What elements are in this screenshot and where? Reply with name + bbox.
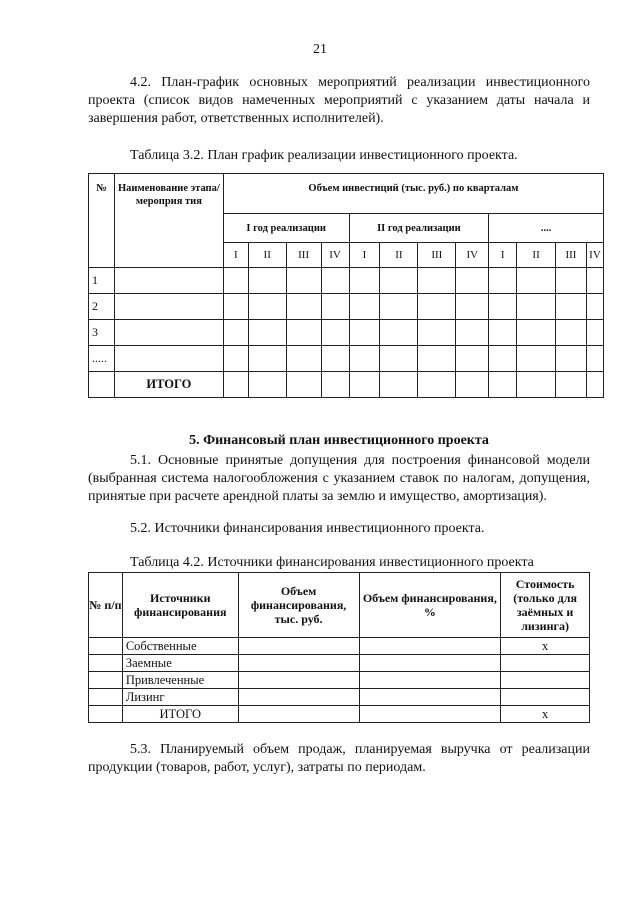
- row-number: 3: [89, 320, 115, 346]
- section-5-1-text: 5.1. Основные принятые допущения для построения финансовой модели (выбранная система налогообложения с указанием ставок по налогам, допущения, принятые при расчете арендной платы за землю и имущество, амортизация).: [88, 453, 590, 504]
- header-amount: Объем финансирования, тыс. руб.: [238, 573, 359, 638]
- total-row: [89, 372, 604, 398]
- header-stage-name: Наименование этапа/мероприя тия: [114, 174, 223, 268]
- table-row: [89, 346, 604, 372]
- quarter-cell: II: [380, 243, 418, 268]
- total-label: ИТОГО: [114, 372, 223, 398]
- header-num: №: [89, 174, 115, 268]
- cost-cell: [501, 689, 590, 706]
- source-name: Лизинг: [122, 689, 238, 706]
- table-row: [89, 320, 604, 346]
- total-label: ИТОГО: [122, 706, 238, 723]
- schedule-table: [88, 173, 604, 398]
- header-volume: Объем инвестиций (тыс. руб.) по кварталам: [223, 174, 603, 214]
- quarter-cell: I: [223, 243, 248, 268]
- cost-cell: [501, 672, 590, 689]
- header-year-2: II год реализации: [349, 214, 489, 243]
- row-number: .....: [89, 346, 115, 372]
- header-percent: Объем финансирования, %: [359, 573, 501, 638]
- row-number: 2: [89, 294, 115, 320]
- total-row: [89, 706, 590, 723]
- quarter-cell: III: [286, 243, 321, 268]
- source-name: Собственные: [122, 638, 238, 655]
- section-5-title: 5. Финансовый план инвестиционного проекта: [189, 433, 489, 448]
- financing-table: [88, 572, 590, 723]
- table-row: [89, 294, 604, 320]
- cost-cell: [501, 655, 590, 672]
- section-4-2-text: 4.2. План-график основных мероприятий реализации инвестиционного проекта (список видов намеченных мероприятий с указанием даты начала и завершения работ, ответственных исполнителей).: [88, 75, 590, 126]
- section-5-2-text: 5.2. Источники финансирования инвестиционного проекта.: [130, 521, 485, 536]
- section-5-3-text: 5.3. Планируемый объем продаж, планируемая выручка от реализации продукции (товаров, работ, услуг), затраты по периодам.: [88, 742, 590, 775]
- quarter-cell: I: [489, 243, 517, 268]
- table-row: [89, 672, 590, 689]
- table-row: [89, 689, 590, 706]
- header-year-1: I год реализации: [223, 214, 349, 243]
- quarter-cell: III: [418, 243, 456, 268]
- header-year-more: ....: [489, 214, 604, 243]
- table2-caption: Таблица 4.2. Источники финансирования инвестиционного проекта: [130, 555, 534, 570]
- header-source: Источники финансирования: [122, 573, 238, 638]
- quarter-cell: II: [517, 243, 556, 268]
- page-number: 21: [313, 42, 327, 57]
- header-num: № п/п: [89, 573, 123, 638]
- table-row: [89, 655, 590, 672]
- table-row: [89, 638, 590, 655]
- row-number: 1: [89, 268, 115, 294]
- quarter-cell: II: [248, 243, 286, 268]
- quarter-cell: I: [349, 243, 380, 268]
- quarter-cell: IV: [321, 243, 349, 268]
- cost-cell: х: [501, 638, 590, 655]
- table1-caption: Таблица 3.2. План график реализации инвестиционного проекта.: [130, 148, 518, 163]
- cost-cell: х: [501, 706, 590, 723]
- quarter-cell: IV: [456, 243, 489, 268]
- table-row: [89, 268, 604, 294]
- header-cost: Стоимость (только для заёмных и лизинга): [501, 573, 590, 638]
- source-name: Привлеченные: [122, 672, 238, 689]
- quarter-cell: IV: [586, 243, 603, 268]
- source-name: Заемные: [122, 655, 238, 672]
- quarter-cell: III: [556, 243, 587, 268]
